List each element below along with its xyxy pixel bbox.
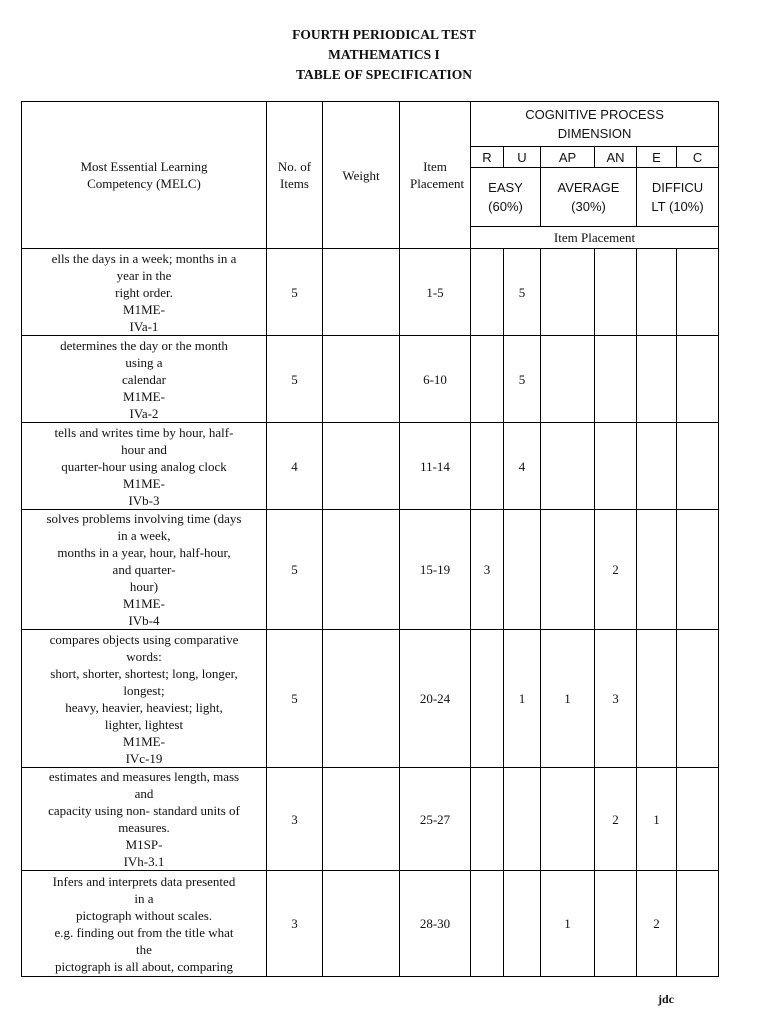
table-row [22, 336, 719, 423]
melc-cell [22, 510, 267, 630]
melc-line: IVb-3 [128, 492, 160, 508]
melc-line: e.g. finding out from the title what [54, 924, 234, 940]
level-r-cell [471, 249, 504, 336]
melc-line: heavy, heavier, heaviest; light, [65, 699, 223, 715]
placement-cell: 20-24 [400, 630, 471, 768]
melc-line: M1ME- [123, 388, 165, 404]
specification-table [21, 101, 719, 977]
melc-cell [22, 423, 267, 510]
level-ap-cell [541, 768, 595, 871]
melc-line: using a [125, 354, 163, 370]
level-e-cell [637, 423, 677, 510]
melc-line: in a [134, 890, 154, 906]
easy-header: EASY (60%) [471, 168, 541, 227]
melc-line: calendar [121, 371, 167, 387]
level-ap: AP [541, 147, 595, 168]
level-e-cell [637, 510, 677, 630]
title-line-3: TABLE OF SPECIFICATION [295, 67, 473, 82]
level-e-cell: 1 [637, 768, 677, 871]
document-title [0, 25, 768, 85]
level-u-cell: 1 [504, 630, 541, 768]
items-cell: 3 [267, 871, 323, 977]
melc-line: Infers and interprets data presented [52, 873, 236, 889]
level-u-cell: 5 [504, 249, 541, 336]
level-ap-cell: 1 [541, 630, 595, 768]
level-an-cell [595, 249, 637, 336]
items-cell: 5 [267, 249, 323, 336]
table-row [22, 630, 719, 768]
level-an: AN [595, 147, 637, 168]
level-u-cell [504, 871, 541, 977]
level-c-cell [677, 871, 719, 977]
level-e-cell [637, 336, 677, 423]
melc-line: solves problems involving time (days [46, 511, 242, 526]
melc-line: and quarter- [112, 562, 176, 577]
level-e-cell: 2 [637, 871, 677, 977]
level-c-cell [677, 768, 719, 871]
placement-cell: 11-14 [400, 423, 471, 510]
melc-line: IVa-1 [129, 318, 159, 334]
title-line-1: FOURTH PERIODICAL TEST [292, 27, 476, 42]
table-row [22, 768, 719, 871]
level-ap-cell [541, 249, 595, 336]
level-c-cell [677, 336, 719, 423]
melc-line: right order. [115, 284, 173, 300]
items-header: No. of Items [267, 102, 323, 249]
weight-cell [323, 510, 400, 630]
placement-cell: 1-5 [400, 249, 471, 336]
level-u-cell: 4 [504, 423, 541, 510]
melc-cell [22, 871, 267, 977]
level-u: U [504, 147, 541, 168]
melc-line: longest; [123, 682, 165, 698]
melc-line: hour and [121, 441, 167, 457]
level-c-cell [677, 510, 719, 630]
weight-cell [323, 249, 400, 336]
melc-line: lighter, lightest [104, 716, 184, 732]
melc-line: compares objects using comparative [49, 631, 239, 647]
level-ap-cell [541, 336, 595, 423]
table-row [22, 423, 719, 510]
level-an-cell [595, 871, 637, 977]
level-an-cell: 2 [595, 768, 637, 871]
weight-cell [323, 768, 400, 871]
level-an-cell [595, 423, 637, 510]
level-ap-cell [541, 510, 595, 630]
melc-line: M1ME- [123, 733, 165, 749]
items-cell: 5 [267, 630, 323, 768]
level-an-cell: 2 [595, 510, 637, 630]
level-u-cell: 5 [504, 336, 541, 423]
level-c: C [677, 147, 719, 168]
level-r-cell [471, 630, 504, 768]
header-row-1 [22, 102, 719, 147]
items-cell: 5 [267, 510, 323, 630]
item-placement-subheader: Item Placement [471, 227, 719, 249]
melc-line: tells and writes time by hour, half- [54, 424, 234, 440]
melc-line: quarter-hour using analog clock [61, 458, 227, 474]
level-an-cell [595, 336, 637, 423]
melc-cell [22, 336, 267, 423]
level-c-cell [677, 249, 719, 336]
melc-cell [22, 249, 267, 336]
melc-line: determines the day or the month [60, 337, 228, 353]
footer-initials: jdc [658, 992, 674, 1006]
weight-cell [323, 423, 400, 510]
level-e-cell [637, 630, 677, 768]
average-header: AVERAGE (30%) [541, 168, 637, 227]
melc-line: the [136, 941, 152, 957]
level-u-cell [504, 510, 541, 630]
melc-line: pictograph without scales. [75, 907, 213, 923]
melc-line: IVh-3.1 [123, 854, 165, 869]
melc-line: and [134, 786, 154, 801]
placement-header: Item Placement [400, 102, 471, 249]
level-ap-cell [541, 423, 595, 510]
melc-line: months in a year, hour, half-hour, [57, 545, 231, 560]
level-r: R [471, 147, 504, 168]
weight-cell [323, 630, 400, 768]
level-e: E [637, 147, 677, 168]
melc-line: IVb-4 [128, 613, 160, 628]
level-u-cell [504, 768, 541, 871]
melc-line: M1ME- [123, 475, 165, 491]
melc-cell [22, 630, 267, 768]
weight-header: Weight [323, 102, 400, 249]
melc-line: M1ME- [123, 596, 165, 611]
table-row [22, 249, 719, 336]
melc-line: pictograph is all about, comparing [55, 958, 233, 974]
placement-cell: 15-19 [400, 510, 471, 630]
title-line-2: MATHEMATICS I [328, 47, 440, 62]
melc-line: ells the days in a week; months in a [51, 250, 237, 266]
level-r-cell [471, 423, 504, 510]
placement-cell: 28-30 [400, 871, 471, 977]
melc-line: year in the [116, 267, 172, 283]
level-r-cell [471, 768, 504, 871]
melc-line: IVa-2 [129, 405, 159, 421]
difficult-header: DIFFICU LT (10%) [637, 168, 719, 227]
level-e-cell [637, 249, 677, 336]
melc-line: hour) [129, 579, 159, 594]
melc-line: capacity using non- standard units of [48, 803, 240, 818]
melc-line: M1SP- [125, 837, 163, 852]
items-cell: 3 [267, 768, 323, 871]
items-cell: 5 [267, 336, 323, 423]
melc-line: estimates and measures length, mass [48, 769, 240, 784]
level-r-cell [471, 871, 504, 977]
level-r-cell [471, 336, 504, 423]
level-ap-cell: 1 [541, 871, 595, 977]
level-r-cell: 3 [471, 510, 504, 630]
melc-line: M1ME- [123, 301, 165, 317]
placement-cell: 25-27 [400, 768, 471, 871]
melc-line: words: [126, 648, 162, 664]
placement-cell: 6-10 [400, 336, 471, 423]
melc-line: measures. [118, 820, 170, 835]
melc-line: IVc-19 [125, 750, 163, 766]
level-an-cell: 3 [595, 630, 637, 768]
level-c-cell [677, 630, 719, 768]
level-c-cell [677, 423, 719, 510]
melc-line: in a week, [117, 528, 171, 543]
melc-header: Most Essential Learning Competency (MELC) [22, 102, 267, 249]
items-cell: 4 [267, 423, 323, 510]
weight-cell [323, 871, 400, 977]
melc-line: short, shorter, shortest; long, longer, [50, 665, 238, 681]
weight-cell [323, 336, 400, 423]
table-row [22, 871, 719, 977]
melc-cell [22, 768, 267, 871]
cognitive-process-header: COGNITIVE PROCESS DIMENSION [471, 102, 719, 147]
table-row [22, 510, 719, 630]
